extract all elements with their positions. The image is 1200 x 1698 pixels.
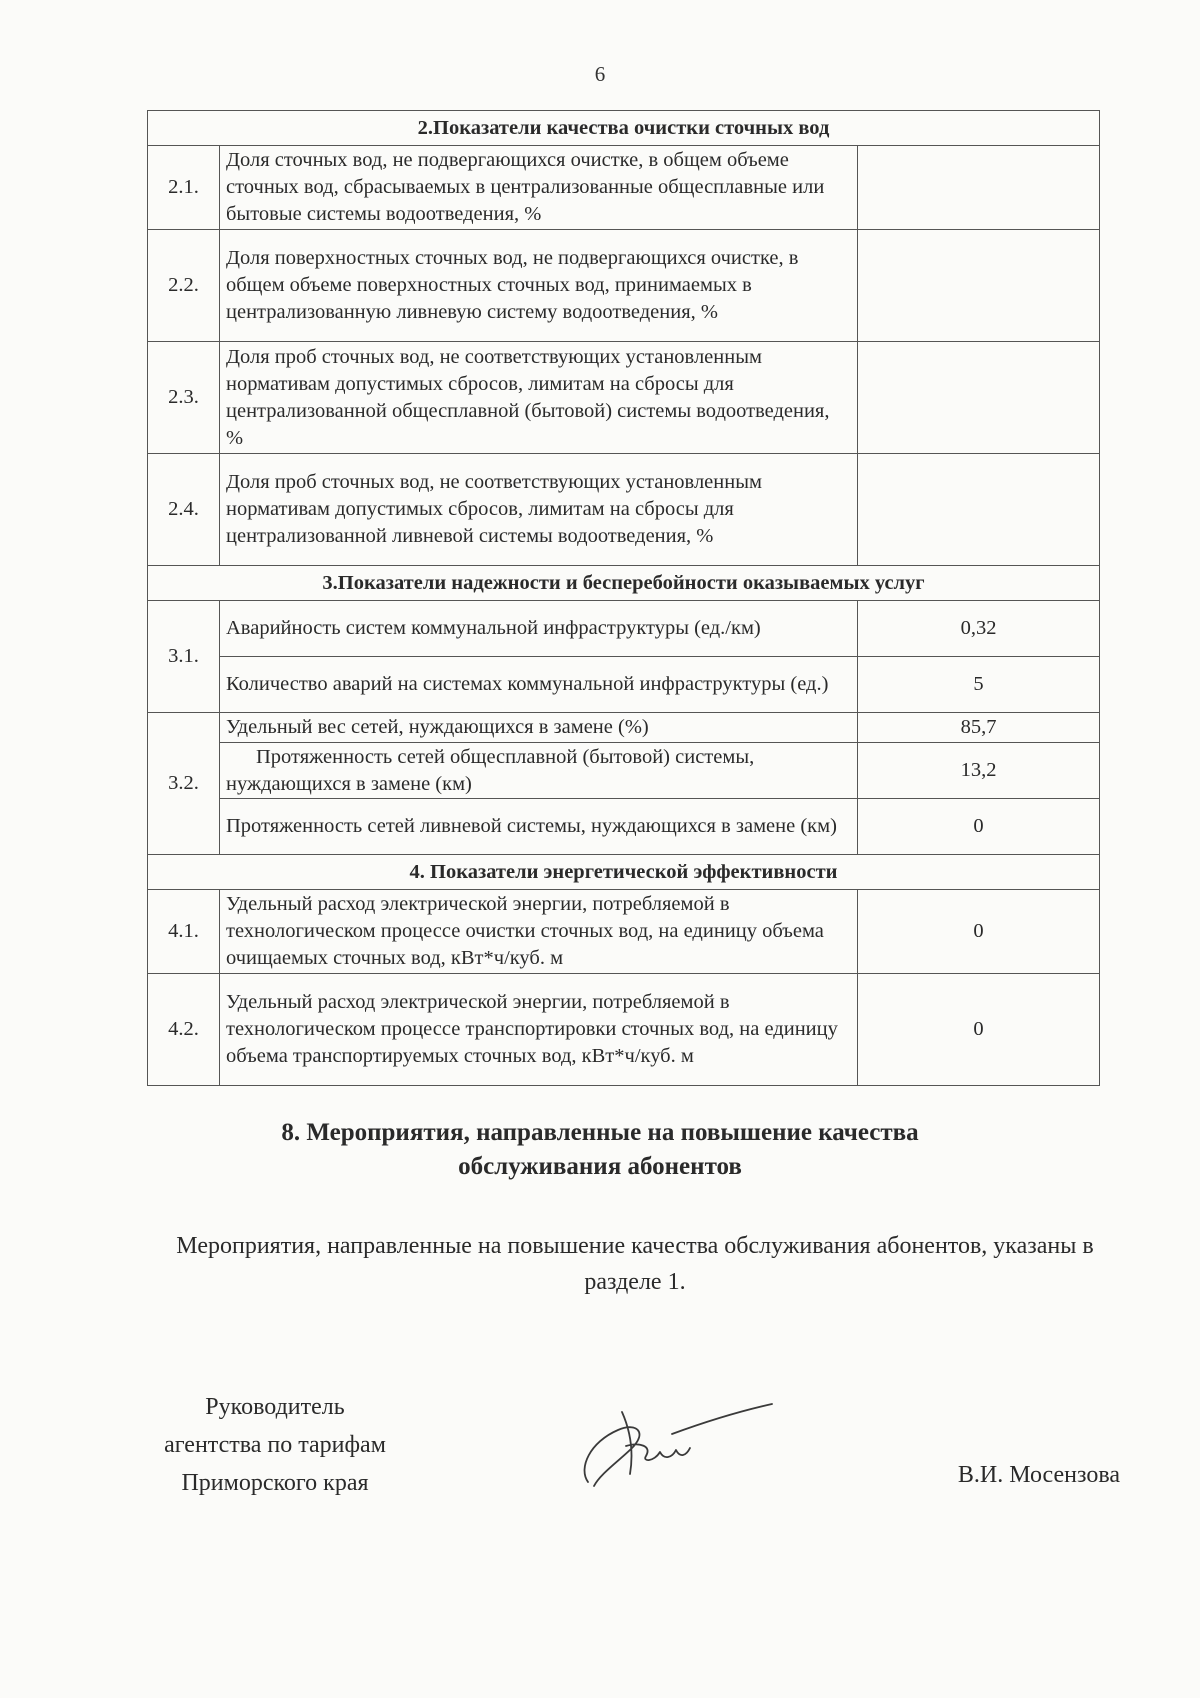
signer-title-line-1: Руководитель: [205, 1394, 345, 1420]
indicator-value: 0: [858, 890, 1100, 974]
indicator-description: Доля проб сточных вод, не соответствующих установленным нормативам допустимых сбросов, лимитам на сбросы для централизованной общесплавной (бытовой) системы водоотведения, %: [220, 342, 858, 454]
table-row: [148, 743, 1100, 799]
signer-title: [130, 1388, 420, 1502]
section-8-heading-line-1: 8. Мероприятия, направленные на повышение качества: [281, 1119, 919, 1146]
section-8-heading-line-2: обслуживания абонентов: [458, 1153, 742, 1180]
indicator-description: Количество аварий на системах коммунальной инфраструктуры (ед.): [220, 657, 858, 713]
indicator-value: [858, 342, 1100, 454]
indicator-description: Доля проб сточных вод, не соответствующих установленным нормативам допустимых сбросов, лимитам на сбросы для централизованной ливневой системы водоотведения, %: [220, 454, 858, 566]
indicator-value: 0,32: [858, 601, 1100, 657]
handwritten-signature: [560, 1390, 780, 1500]
section-8-text: Мероприятия, направленные на повышение качества обслуживания абонентов, указаны в разделе 1.: [176, 1233, 1094, 1295]
indicator-value: 13,2: [858, 743, 1100, 799]
table-row: [148, 230, 1100, 342]
indicator-value: 0: [858, 799, 1100, 855]
row-number: 4.1.: [148, 890, 220, 974]
table-row: [148, 713, 1100, 743]
table-row: [148, 657, 1100, 713]
indicator-value: [858, 146, 1100, 230]
table-row: [148, 799, 1100, 855]
table-row: [148, 342, 1100, 454]
table-row: [148, 454, 1100, 566]
indicator-description: Доля поверхностных сточных вод, не подвергающихся очистке, в общем объеме поверхностных сточных вод, принимаемых в централизованную ливневую систему водоотведения, %: [220, 230, 858, 342]
row-number: 2.4.: [148, 454, 220, 566]
section-4-title: 4. Показатели энергетической эффективности: [148, 855, 1100, 890]
indicator-description: Протяженность сетей ливневой системы, нуждающихся в замене (км): [220, 799, 858, 855]
indicator-description: Удельный расход электрической энергии, потребляемой в технологическом процессе транспортировки сточных вод, на единицу объема транспортируемых сточных вод, кВт*ч/куб. м: [220, 974, 858, 1086]
signer-name: В.И. Мосензова: [957, 1462, 1120, 1488]
signer-title-line-2: агентства по тарифам: [164, 1432, 386, 1458]
indicator-description: Удельный вес сетей, нуждающихся в замене (%): [220, 713, 858, 743]
indicator-value: 0: [858, 974, 1100, 1086]
table-row: [148, 146, 1100, 230]
section-header-row: [148, 566, 1100, 601]
table-row: [148, 601, 1100, 657]
row-number: 4.2.: [148, 974, 220, 1086]
indicator-value: [858, 230, 1100, 342]
indicator-value: 85,7: [858, 713, 1100, 743]
table-row: [148, 890, 1100, 974]
table-row: [148, 974, 1100, 1086]
row-number: 3.2.: [148, 713, 220, 855]
signer-title-line-3: Приморского края: [181, 1470, 369, 1496]
section-3-title: 3.Показатели надежности и бесперебойности оказываемых услуг: [148, 566, 1100, 601]
indicator-description: Аварийность систем коммунальной инфраструктуры (ед./км): [220, 601, 858, 657]
indicator-value: [858, 454, 1100, 566]
section-8-heading: [0, 1116, 1200, 1184]
row-number: 2.1.: [148, 146, 220, 230]
section-header-row: [148, 855, 1100, 890]
indicators-table: [147, 110, 1100, 1086]
section-2-title: 2.Показатели качества очистки сточных вод: [148, 111, 1100, 146]
page-number: 6: [594, 62, 606, 86]
indicator-description: Удельный расход электрической энергии, потребляемой в технологическом процессе очистки сточных вод, на единицу объема очищаемых сточных вод, кВт*ч/куб. м: [220, 890, 858, 974]
section-header-row: [148, 111, 1100, 146]
indicator-value: 5: [858, 657, 1100, 713]
row-number: 2.2.: [148, 230, 220, 342]
row-number: 3.1.: [148, 601, 220, 713]
row-number: 2.3.: [148, 342, 220, 454]
indicator-description: Протяженность сетей общесплавной (бытовой) системы, нуждающихся в замене (км): [220, 743, 858, 799]
indicator-description: Доля сточных вод, не подвергающихся очистке, в общем объеме сточных вод, сбрасываемых в централизованные общесплавные или бытовые системы водоотведения, %: [220, 146, 858, 230]
